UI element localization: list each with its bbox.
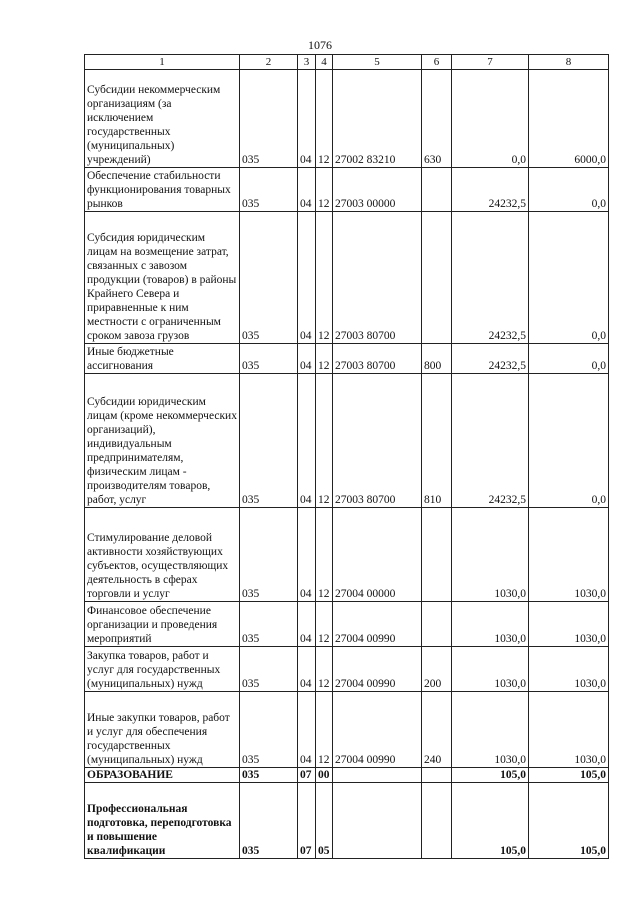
- row-admin-code: 035: [240, 692, 298, 768]
- row-value-1: 24232,5: [452, 344, 529, 374]
- row-name: Иные бюджетные ассигнования: [85, 344, 240, 374]
- row-value-2: 0,0: [529, 168, 609, 212]
- row-section: 07: [298, 768, 316, 783]
- row-target-code: 27004 00000: [333, 508, 422, 602]
- row-value-1: 105,0: [452, 768, 529, 783]
- row-section: 04: [298, 602, 316, 647]
- row-name: ОБРАЗОВАНИЕ: [85, 768, 240, 783]
- row-target-code: 27003 80700: [333, 212, 422, 344]
- row-admin-code: 035: [240, 168, 298, 212]
- row-admin-code: 035: [240, 508, 298, 602]
- row-value-2: 1030,0: [529, 508, 609, 602]
- row-subsection: 05: [316, 783, 333, 859]
- row-value-2: 1030,0: [529, 647, 609, 692]
- row-type-code: 630: [422, 70, 452, 168]
- row-value-1: 105,0: [452, 783, 529, 859]
- row-subsection: 12: [316, 70, 333, 168]
- row-value-1: 24232,5: [452, 168, 529, 212]
- row-section: 07: [298, 783, 316, 859]
- row-type-code: 240: [422, 692, 452, 768]
- row-value-2: 105,0: [529, 768, 609, 783]
- row-admin-code: 035: [240, 374, 298, 508]
- row-admin-code: 035: [240, 768, 298, 783]
- row-subsection: 12: [316, 602, 333, 647]
- row-value-2: 6000,0: [529, 70, 609, 168]
- column-header: 2: [240, 55, 298, 70]
- column-header-row: [85, 55, 609, 70]
- row-name: Финансовое обеспечение организации и проведения мероприятий: [85, 602, 240, 647]
- row-name: Субсидия юридическим лицам на возмещение затрат, связанных с завозом продукции (товаров) в районы Крайнего Севера и приравненные к ним местности с ограниченным сроком завоза грузов: [85, 212, 240, 344]
- row-target-code: 27002 83210: [333, 70, 422, 168]
- row-type-code: [422, 602, 452, 647]
- table-row: [85, 374, 609, 508]
- column-header: 8: [529, 55, 609, 70]
- table-row: [85, 344, 609, 374]
- row-target-code: [333, 768, 422, 783]
- row-target-code: [333, 783, 422, 859]
- row-section: 04: [298, 212, 316, 344]
- table-row: [85, 647, 609, 692]
- row-name: Субсидии юридическим лицам (кроме некоммерческих организаций), индивидуальным предпринимателям, физическим лицам - производителям товаров, работ, услуг: [85, 374, 240, 508]
- row-value-2: 0,0: [529, 374, 609, 508]
- column-header: 3: [298, 55, 316, 70]
- row-subsection: 12: [316, 344, 333, 374]
- row-admin-code: 035: [240, 344, 298, 374]
- row-type-code: [422, 783, 452, 859]
- row-admin-code: 035: [240, 783, 298, 859]
- row-admin-code: 035: [240, 70, 298, 168]
- row-value-2: 1030,0: [529, 692, 609, 768]
- row-type-code: 800: [422, 344, 452, 374]
- row-section: 04: [298, 168, 316, 212]
- column-header: 7: [452, 55, 529, 70]
- row-type-code: [422, 508, 452, 602]
- table-row: [85, 70, 609, 168]
- row-value-2: 1030,0: [529, 602, 609, 647]
- table-row: [85, 768, 609, 783]
- table-row: [85, 602, 609, 647]
- row-subsection: 00: [316, 768, 333, 783]
- row-subsection: 12: [316, 212, 333, 344]
- column-header: 5: [333, 55, 422, 70]
- row-section: 04: [298, 508, 316, 602]
- row-section: 04: [298, 692, 316, 768]
- row-name: Иные закупки товаров, работ и услуг для обеспечения государственных (муниципальных) нужд: [85, 692, 240, 768]
- row-subsection: 12: [316, 647, 333, 692]
- row-target-code: 27003 80700: [333, 374, 422, 508]
- row-value-1: 1030,0: [452, 647, 529, 692]
- row-target-code: 27003 80700: [333, 344, 422, 374]
- row-value-1: 1030,0: [452, 508, 529, 602]
- table-row: [85, 212, 609, 344]
- row-section: 04: [298, 647, 316, 692]
- column-header: 1: [85, 55, 240, 70]
- row-admin-code: 035: [240, 212, 298, 344]
- row-type-code: [422, 168, 452, 212]
- row-section: 04: [298, 70, 316, 168]
- row-value-2: 0,0: [529, 212, 609, 344]
- column-header: 4: [316, 55, 333, 70]
- table-row: [85, 508, 609, 602]
- row-target-code: 27004 00990: [333, 602, 422, 647]
- table-row: [85, 692, 609, 768]
- table-row: [85, 783, 609, 859]
- row-name: Закупка товаров, работ и услуг для государственных (муниципальных) нужд: [85, 647, 240, 692]
- row-admin-code: 035: [240, 647, 298, 692]
- row-type-code: [422, 212, 452, 344]
- row-subsection: 12: [316, 508, 333, 602]
- row-target-code: 27004 00990: [333, 647, 422, 692]
- budget-table: [84, 54, 609, 859]
- row-subsection: 12: [316, 168, 333, 212]
- row-value-1: 1030,0: [452, 602, 529, 647]
- row-name: Обеспечение стабильности функционирования товарных рынков: [85, 168, 240, 212]
- row-value-1: 24232,5: [452, 212, 529, 344]
- row-target-code: 27004 00990: [333, 692, 422, 768]
- row-name: Профессиональная подготовка, переподготовка и повышение квалификации: [85, 783, 240, 859]
- row-section: 04: [298, 344, 316, 374]
- row-value-2: 0,0: [529, 344, 609, 374]
- column-header: 6: [422, 55, 452, 70]
- row-name: Субсидии некоммерческим организациям (за исключением государственных (муниципальных) учреждений): [85, 70, 240, 168]
- row-value-1: 1030,0: [452, 692, 529, 768]
- row-value-1: 24232,5: [452, 374, 529, 508]
- row-type-code: 200: [422, 647, 452, 692]
- row-value-2: 105,0: [529, 783, 609, 859]
- row-subsection: 12: [316, 692, 333, 768]
- row-value-1: 0,0: [452, 70, 529, 168]
- row-section: 04: [298, 374, 316, 508]
- page-number: 1076: [308, 38, 332, 52]
- row-subsection: 12: [316, 374, 333, 508]
- row-admin-code: 035: [240, 602, 298, 647]
- row-target-code: 27003 00000: [333, 168, 422, 212]
- row-type-code: 810: [422, 374, 452, 508]
- row-name: Стимулирование деловой активности хозяйствующих субъектов, осуществляющих деятельность в сферах торговли и услуг: [85, 508, 240, 602]
- table-row: [85, 168, 609, 212]
- row-type-code: [422, 768, 452, 783]
